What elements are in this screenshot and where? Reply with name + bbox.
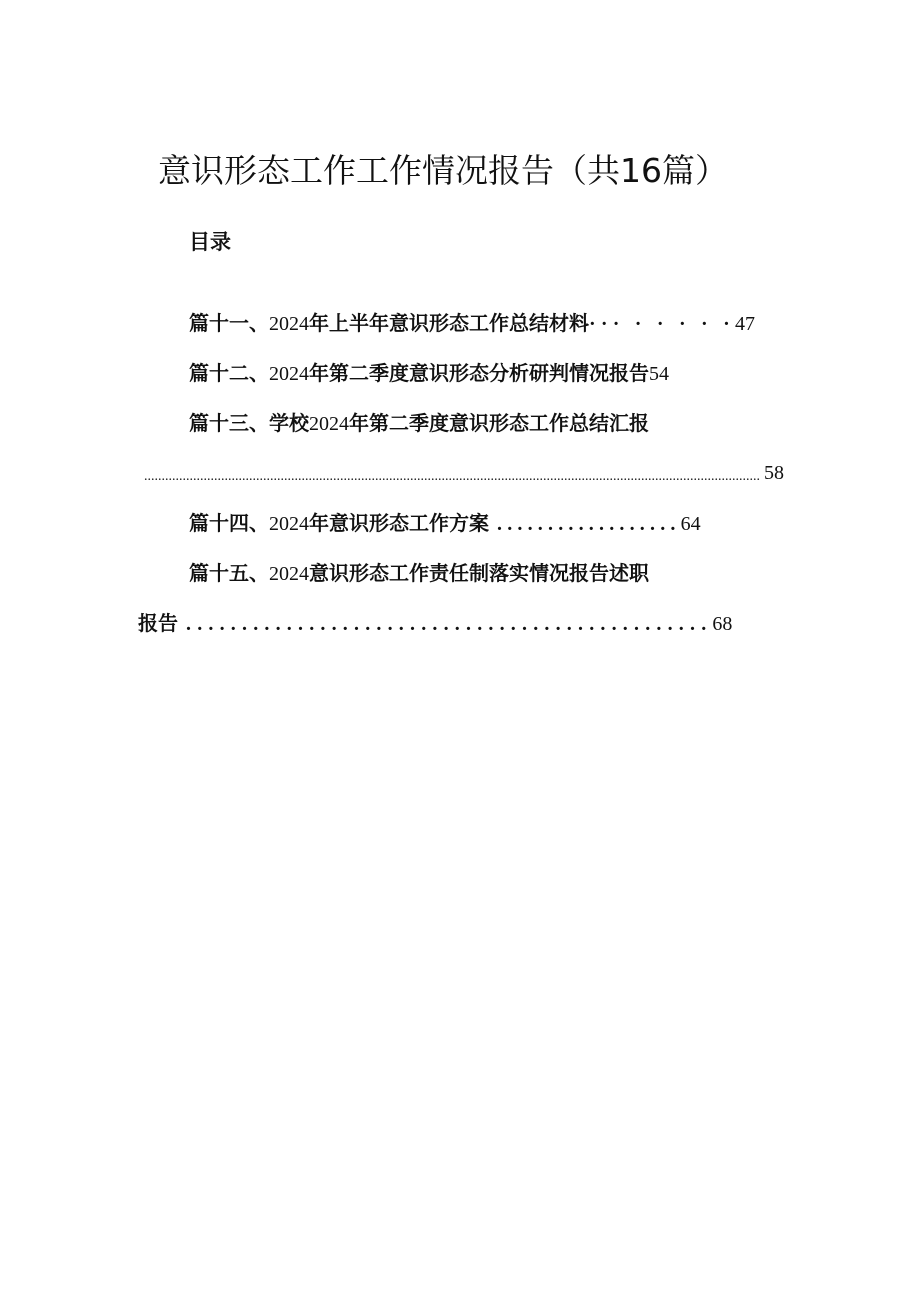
toc-entry-year: 2024 <box>269 363 309 385</box>
toc-entry-15-continuation[interactable] <box>138 608 732 639</box>
toc-entry-label: 年第二季度意识形态工作总结汇报 <box>349 411 649 435</box>
toc-entry-label-prefix: 篇十二、 <box>189 361 269 385</box>
toc-entry-label-prefix: 篇十四、 <box>189 511 269 535</box>
toc-entry-year: 2024 <box>269 513 309 535</box>
toc-entry-15[interactable] <box>189 558 649 589</box>
toc-entry-label: 意识形态工作责任制落实情况报告述职 <box>309 561 649 585</box>
toc-entry-leader: .................. <box>497 513 681 535</box>
toc-entry-label-prefix: 篇十五、 <box>189 561 269 585</box>
toc-entry-14[interactable] <box>189 508 701 539</box>
toc-entry-leader: ................................................................................................................................................................................ <box>144 469 760 484</box>
toc-entry-year: 2024 <box>269 563 309 585</box>
toc-entry-label-continuation: 报告 <box>138 611 178 635</box>
toc-entry-page-number: 68 <box>712 613 733 635</box>
toc-entry-leader: ··· · · · · · <box>589 313 735 335</box>
toc-entry-13-leader-row[interactable] <box>144 458 784 488</box>
toc-entry-label: 年第二季度意识形态分析研判情况报告 <box>309 361 649 385</box>
toc-entry-page-number: 58 <box>764 462 784 484</box>
toc-entry-page-number: 54 <box>649 363 669 385</box>
toc-entry-leader: ............................................... <box>186 613 713 635</box>
toc-entry-label: 年上半年意识形态工作总结材料 <box>309 311 589 335</box>
toc-entry-13[interactable] <box>189 408 649 439</box>
toc-entry-page-number: 47 <box>734 313 755 335</box>
toc-entry-label: 年意识形态工作方案 <box>309 511 489 535</box>
toc-heading: 目录 <box>189 230 231 254</box>
document-title: 意识形态工作工作情况报告（共16篇） <box>158 151 728 190</box>
toc-entry-label-prefix: 篇十一、 <box>189 311 269 335</box>
toc-entry-year: 2024 <box>309 413 349 435</box>
toc-entry-12[interactable] <box>189 358 669 389</box>
toc-entry-year: 2024 <box>269 313 309 335</box>
toc-entry-11[interactable] <box>189 308 755 339</box>
toc-entry-page-number: 64 <box>680 513 701 535</box>
toc-entry-label-prefix: 篇十三、学校 <box>189 411 309 435</box>
